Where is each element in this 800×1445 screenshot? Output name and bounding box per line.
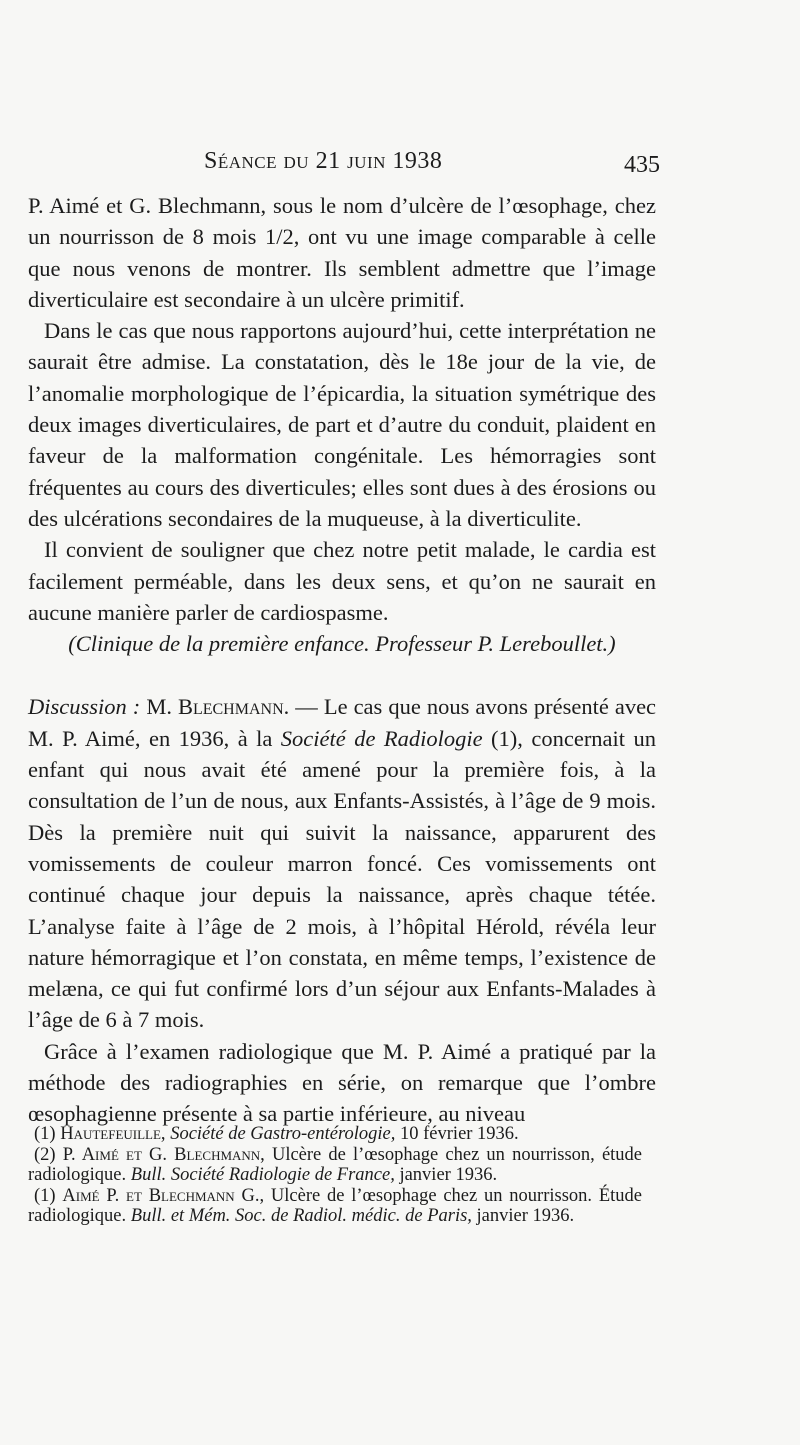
paragraph-1: P. Aimé et G. Blechmann, sous le nom d’ulcère de l’œsophage, chez un nourrisson de 8 mois 1/2, ont vu une image comparable à celle que nous venons de montrer. Ils semblent admettre que l’image diverticulaire est secondaire à un ulcère primitif. [28,193,656,312]
footnote-date: janvier 1936. [476,1206,575,1226]
discussion-dash: — [295,694,318,720]
discussion-speaker: M. Blechmann. [146,694,290,720]
clinic-caption: (Clinique de la première enfance. Professeur P. Lereboullet.) [68,631,616,657]
discussion-text-start: Le cas que nous avons présenté avec M. P. Aimé, en 1936, à la [28,694,657,751]
running-head: Séance du 21 juin 1938 [204,148,443,174]
paragraph-3: Il convient de souligner que chez notre petit malade, le cardia est facilement perméable, dans les deux sens, et qu’on ne saurait en aucune manière parler de cardiospasme. [28,537,656,625]
footnote-3 [28,1186,642,1226]
paragraph-2: Dans le cas que nous rapportons aujourd’hui, cette interprétation ne saurait être admise. La constatation, dès le 18e jour de la vie, de l’anomalie morphologique de l’épicardia, la situation symétrique des deux images diverticulaires, de part et d’autre du conduit, plaident en faveur de la malformation congénitale. Les hémorragies sont fréquentes au cours des diverticules; elles sont dues à des érosions ou des ulcérations secondaires de la muqueuse, à la diverticulite. [28,318,656,531]
footnote-date: janvier 1936. [399,1165,498,1185]
footnote-journal: Société de Gastro-entérologie, [170,1124,396,1144]
journal-name: Société de Radiologie [280,725,483,751]
footnotes [28,1124,642,1227]
footnote-author: P. Aimé et G. Blechmann, [62,1145,265,1165]
footnote-date: 10 février 1936. [400,1124,519,1144]
footnote-mark: (1) [34,1124,56,1144]
footnote-ref: (1) [491,725,518,751]
discussion-paragraph [28,691,656,1035]
footnote-mark: (1) [34,1186,56,1206]
body-text [28,190,656,1130]
footnote-1 [28,1124,642,1144]
footnote-author: Aimé P. et Blechmann G., [62,1186,265,1206]
footnote-title: Ulcère de l’œsophage chez un nourrisson. Étude radiologique. [28,1186,642,1226]
footnote-journal: Bull. Société Radiologie de France, [130,1165,395,1185]
page-number: 435 [624,152,660,178]
page-header [28,148,660,184]
discussion-text-rest: , concernait un enfant qui nous avait été amené pour la première fois, à la consultation de l’un de nous, aux Enfants-Assistés, à l’âge de 9 mois. Dès la première nuit qui suivit la naissance, apparurent des vomissements de couleur marron foncé. Ces vomissements ont continué chaque jour depuis la naissance, après chaque tétée. L’analyse faite à l’âge de 2 mois, à l’hôpital Hérold, révéla leur nature hémorragique et l’on constata, en même temps, l’existence de melæna, ce qui fut confirmé lors d’un séjour aux Enfants-Malades à l’âge de 6 à 7 mois. [28,725,656,1033]
footnote-author: Hautefeuille, [60,1124,166,1144]
footnote-mark: (2) [34,1145,56,1165]
discussion-label: Discussion : [28,694,141,720]
discussion-paragraph-2: Grâce à l’examen radiologique que M. P. Aimé a pratiqué par la méthode des radiographies en série, on remarque que l’ombre œsophagienne présente à sa partie inférieure, au niveau [28,1038,656,1127]
footnote-2 [28,1145,642,1185]
footnote-journal: Bull. et Mém. Soc. de Radiol. médic. de Paris, [130,1206,472,1226]
footnote-title: Ulcère de l’œsophage chez un nourrisson, étude radiologique. [28,1145,643,1185]
